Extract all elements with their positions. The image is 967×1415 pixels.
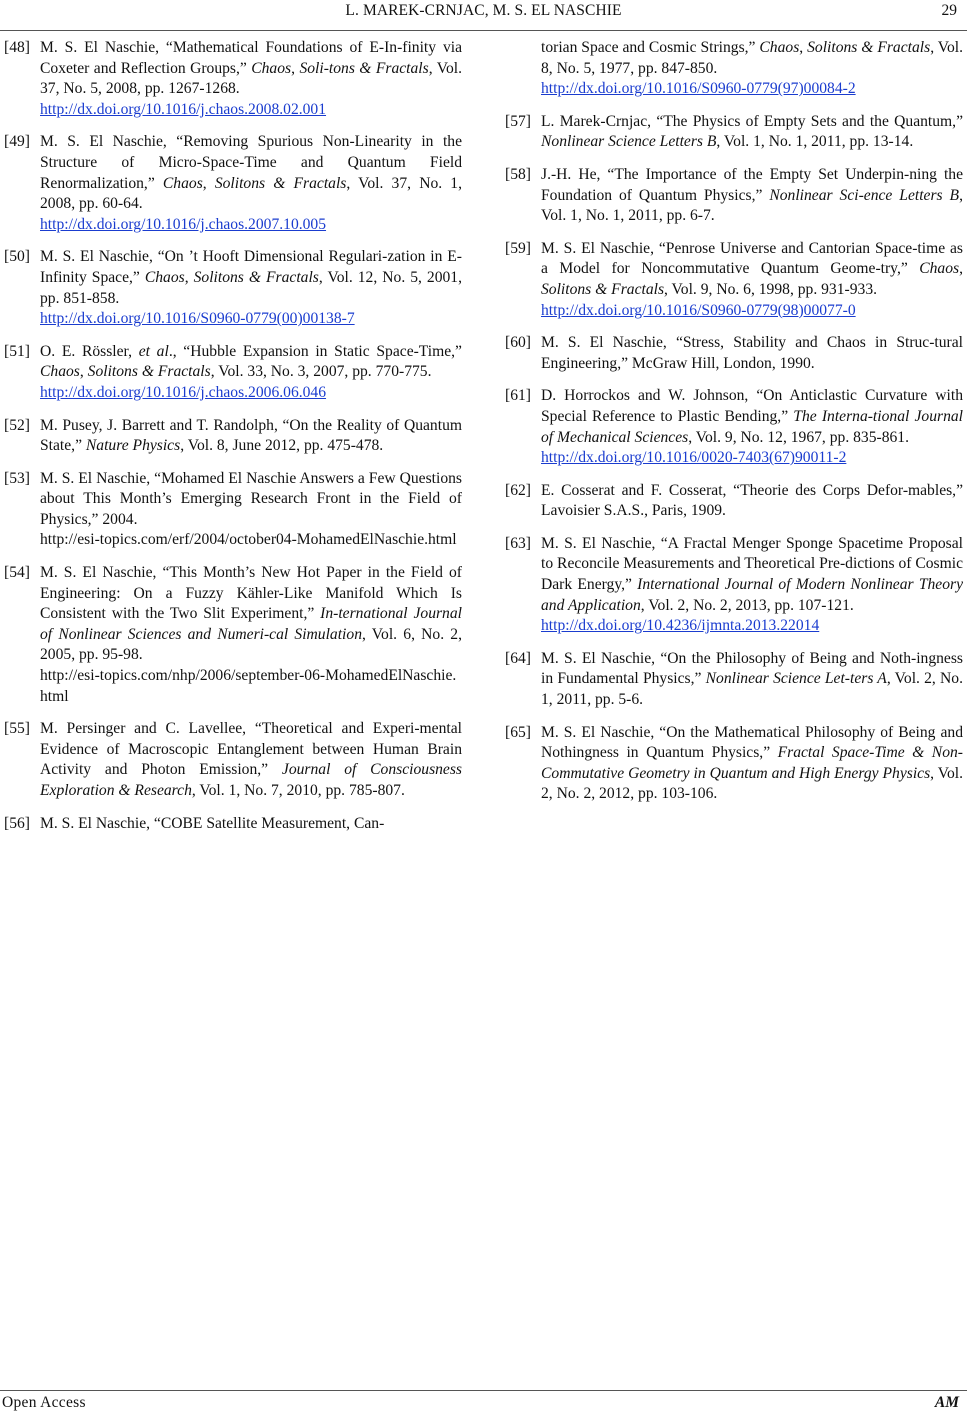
reference-number: [55] (4, 720, 30, 738)
reference-text (541, 333, 963, 374)
reference-text (541, 481, 963, 522)
reference-entry (4, 342, 462, 404)
reference-entry (4, 38, 462, 120)
reference-text-segment: L. Marek-Crnjac, “The Physics of Empty Sets and the Quantum,” (541, 112, 963, 130)
reference-text-segment: M. S. El Naschie, “COBE Satellite Measurement, Can- (40, 814, 385, 832)
reference-number: [56] (4, 814, 30, 832)
reference-text (40, 132, 462, 235)
doi-link[interactable]: http://dx.doi.org/10.4236/ijmnta.2013.22014 (541, 617, 820, 635)
reference-text (541, 38, 963, 100)
reference-source-title: International Journal of Modern Nonlinear Theory and Application (541, 576, 963, 614)
doi-link[interactable]: http://dx.doi.org/10.1016/S0960-0779(00)00138-7 (40, 310, 355, 328)
reference-text (541, 723, 963, 805)
doi-link[interactable]: http://dx.doi.org/10.1016/j.chaos.2007.10.005 (40, 215, 327, 233)
reference-entry (4, 563, 462, 707)
page-footer (0, 1390, 967, 1415)
reference-text-segment: , Vol. 1, No. 7, 2010, pp. 785-807. (191, 782, 405, 799)
reference-text-segment: M. S. El Naschie, “On the Philosophy of Being and Noth-ingness in Fundamental Physics,” (541, 649, 963, 688)
reference-entry (505, 481, 963, 522)
doi-link[interactable]: http://dx.doi.org/10.1016/0020-7403(67)90011-2 (541, 449, 847, 467)
reference-text-segment: , Vol. 2, No. 2, 2012, pp. 103-106. (541, 764, 964, 803)
reference-text-segment: M. S. El Naschie, “Removing Spurious Non-Linearity in the Structure of Micro-Space-Time and Quantum Field Renormalization,” (40, 133, 462, 192)
reference-text-segment: , Vol. 37, No. 5, 2008, pp. 1267-1268. (40, 59, 463, 98)
reference-number: [62] (505, 481, 531, 499)
references-right-column (505, 38, 963, 817)
reference-entry (4, 719, 462, 801)
doi-link[interactable]: http://dx.doi.org/10.1016/S0960-0779(97)00084-2 (541, 80, 856, 98)
reference-source-title: Chaos (251, 59, 292, 77)
reference-text (40, 469, 462, 551)
reference-text-segment: , (202, 174, 215, 192)
reference-url: http://esi-topics.com/nhp/2006/september-06-MohamedElNaschie.html (40, 667, 457, 705)
reference-text (40, 342, 462, 404)
reference-text (541, 534, 963, 637)
reference-text-segment: , (79, 363, 88, 381)
reference-entry (4, 814, 462, 835)
page-header (0, 0, 967, 31)
reference-text (541, 386, 963, 468)
reference-text-segment: , Vol. 1, No. 1, 2011, pp. 13-14. (716, 133, 914, 151)
reference-text (541, 165, 963, 227)
reference-source-title: Solitons & Fractals (214, 174, 347, 192)
reference-text-segment: D. Horrockos and W. Johnson, “On Anticlastic Curvature with Special Reference to Plastic Bending,” (541, 387, 963, 425)
reference-entry (505, 333, 963, 374)
reference-text-segment: , Vol. 2, No. 1, 2011, pp. 5-6. (541, 670, 963, 709)
reference-text-segment: J.-H. He, “The Importance of the Empty Set Underpin-ning the Foundation of Quantum Physics,” (541, 165, 963, 204)
reference-text-segment: , (799, 39, 808, 56)
reference-number: [61] (505, 387, 531, 405)
reference-text-segment: , (291, 59, 300, 77)
reference-text-segment: M. S. El Naschie, “Mohamed El Naschie Answers a Few Questions about This Month’s Emerging Research Front in the Field of Physics,” 2004. (40, 469, 462, 528)
reference-source-title: Solitons & Fractals (87, 363, 211, 381)
reference-text-segment: O. E. Rössler, (40, 342, 139, 360)
reference-text-segment: , Vol. 37, No. 1, 2008, pp. 60-64. (40, 174, 462, 213)
reference-text (40, 719, 462, 801)
reference-text-segment: , Vol. 2, No. 2, 2013, pp. 107-121. (640, 596, 854, 614)
reference-text-segment: M. S. El Naschie, “Mathematical Foundations of E-In-finity via Coxeter and Reflection Groups,” (40, 39, 462, 77)
reference-source-title: Chaos (144, 268, 185, 286)
reference-number: [59] (505, 239, 531, 257)
reference-source-title: The Interna-tional Journal of Mechanical Sciences (541, 407, 963, 446)
reference-entry (4, 416, 462, 457)
reference-text (40, 416, 462, 457)
reference-text-segment: M. S. El Naschie, “On ’t Hooft Dimensional Regulari-zation in E-Infinity Space,” (40, 248, 462, 286)
reference-entry (505, 534, 963, 637)
reference-source-title: et al (138, 342, 169, 360)
reference-entry (4, 469, 462, 551)
reference-number: [63] (505, 534, 531, 552)
reference-number: [58] (505, 165, 531, 183)
reference-entry (505, 38, 963, 100)
reference-source-title: Chaos (40, 363, 80, 381)
reference-entry (505, 165, 963, 227)
reference-text-segment: M. Persinger and C. Lavellee, “Theoretical and Experi-mental Evidence of Macroscopic Entanglement between Human Brain Activity and Photon Emission,” (40, 720, 462, 779)
reference-text-segment: M. S. El Naschie, “Stress, Stability and Chaos in Struc-tural Engineering,” McGraw Hill, London, 1990. (541, 334, 963, 372)
reference-number: [65] (505, 723, 531, 741)
reference-number: [50] (4, 248, 30, 266)
reference-source-title: Solitons & Fractals (541, 280, 665, 298)
reference-text-segment: M. Pusey, J. Barrett and T. Randolph, “On the Reality of Quantum State,” (40, 416, 462, 455)
reference-text-segment: , (184, 268, 194, 286)
open-access-label: Open Access (2, 1394, 86, 1411)
journal-abbrev: AM (934, 1394, 959, 1411)
reference-source-title: Nonlinear Sci-ence Letters B (769, 186, 960, 204)
reference-text-segment: M. S. El Naschie, “This Month’s New Hot Paper in the Field of Engineering: On a Fuzzy Kähler-Like Manifold Which Is Consistent with the Two Slit Experiment,” (40, 564, 462, 623)
reference-entry (505, 386, 963, 468)
reference-text-segment: M. S. El Naschie, “Penrose Universe and Cantorian Space-time as a Model for Noncommutative Quantum Geome-try,” (541, 239, 963, 278)
reference-text (541, 649, 963, 711)
reference-entry (505, 723, 963, 805)
reference-text-segment: ., “Hubble Expansion in Static Space-Time,” (168, 342, 462, 360)
reference-source-title: Chaos (919, 260, 960, 278)
reference-text (40, 38, 462, 120)
reference-number: [57] (505, 112, 531, 130)
running-head: L. MAREK-CRNJAC, M. S. EL NASCHIE (345, 2, 622, 19)
reference-source-title: Fractal Space-Time & Non-Commutative Geometry in Quantum and High Energy Physics (541, 744, 963, 782)
reference-source-title: Nature Physics (85, 437, 181, 455)
reference-source-title: Nonlinear Science Let-ters A (705, 670, 887, 688)
reference-source-title: Journal of Consciousness Exploration & Research (40, 761, 462, 799)
reference-text (541, 112, 963, 153)
doi-link[interactable]: http://dx.doi.org/10.1016/j.chaos.2006.06.046 (40, 383, 327, 401)
reference-entry (505, 239, 963, 321)
reference-entry (4, 247, 462, 329)
reference-source-title: Chaos (759, 39, 800, 56)
reference-text-segment: torian Space and Cosmic Strings,” (541, 39, 760, 56)
reference-number: [49] (4, 133, 30, 151)
reference-text-segment: , (959, 260, 963, 278)
reference-number: [48] (4, 39, 30, 56)
reference-number: [53] (4, 469, 30, 487)
reference-source-title: Solitons & Fractals (193, 268, 319, 286)
doi-link[interactable]: http://dx.doi.org/10.1016/j.chaos.2008.02.001 (40, 100, 327, 118)
reference-text-segment: , Vol. 8, No. 5, 1977, pp. 847-850. (541, 39, 964, 77)
reference-text-segment: E. Cosserat and F. Cosserat, “Theorie des Corps Defor-mables,” Lavoisier S.A.S., Paris, 1909. (541, 481, 963, 520)
reference-source-title: Chaos (162, 174, 203, 192)
reference-entry (505, 112, 963, 153)
reference-number: [60] (505, 334, 531, 352)
reference-entry (4, 132, 462, 235)
reference-text-segment: , Vol. 33, No. 3, 2007, pp. 770-775. (210, 363, 432, 381)
reference-entry (505, 649, 963, 711)
references-left-column (4, 38, 462, 846)
page-number: 29 (941, 2, 957, 19)
reference-text (541, 239, 963, 321)
reference-text (40, 814, 462, 835)
reference-source-title: In-ternational Journal of Nonlinear Sciences and Numeri-cal Simulation (40, 605, 462, 643)
reference-text-segment: , Vol. 9, No. 12, 1967, pp. 835-861. (688, 428, 909, 446)
reference-text-segment: , Vol. 9, No. 6, 1998, pp. 931-933. (664, 280, 878, 298)
doi-link[interactable]: http://dx.doi.org/10.1016/S0960-0779(98)00077-0 (541, 301, 856, 319)
reference-source-title: Nonlinear Science Letters B (541, 133, 717, 151)
reference-url: http://esi-topics.com/erf/2004/october04-MohamedElNaschie.html (40, 531, 457, 549)
reference-text-segment: M. S. El Naschie, “A Fractal Menger Sponge Spacetime Proposal to Reconcile Measurements and Theoretical Pre-dictions of Cosmic Dark Energy,” (541, 534, 963, 594)
reference-source-title: Solitons & Fractals (807, 39, 931, 56)
reference-text-segment: , Vol. 12, No. 5, 2001, pp. 851-858. (40, 268, 462, 307)
reference-text-segment: , Vol. 8, June 2012, pp. 475-478. (180, 437, 384, 455)
reference-text (40, 247, 462, 329)
reference-number: [52] (4, 416, 30, 434)
reference-number: [51] (4, 342, 30, 360)
reference-text (40, 563, 462, 707)
reference-number: [54] (4, 564, 30, 582)
reference-text-segment: , Vol. 1, No. 1, 2011, pp. 6-7. (541, 186, 963, 225)
reference-text-segment: , Vol. 6, No. 2, 2005, pp. 95-98. (40, 625, 462, 664)
reference-source-title: Soli-tons & Fractals (299, 59, 429, 77)
reference-number: [64] (505, 649, 531, 667)
reference-text-segment: M. S. El Naschie, “On the Mathematical Philosophy of Being and Nothingness in Quantum Physics,” (541, 723, 963, 762)
